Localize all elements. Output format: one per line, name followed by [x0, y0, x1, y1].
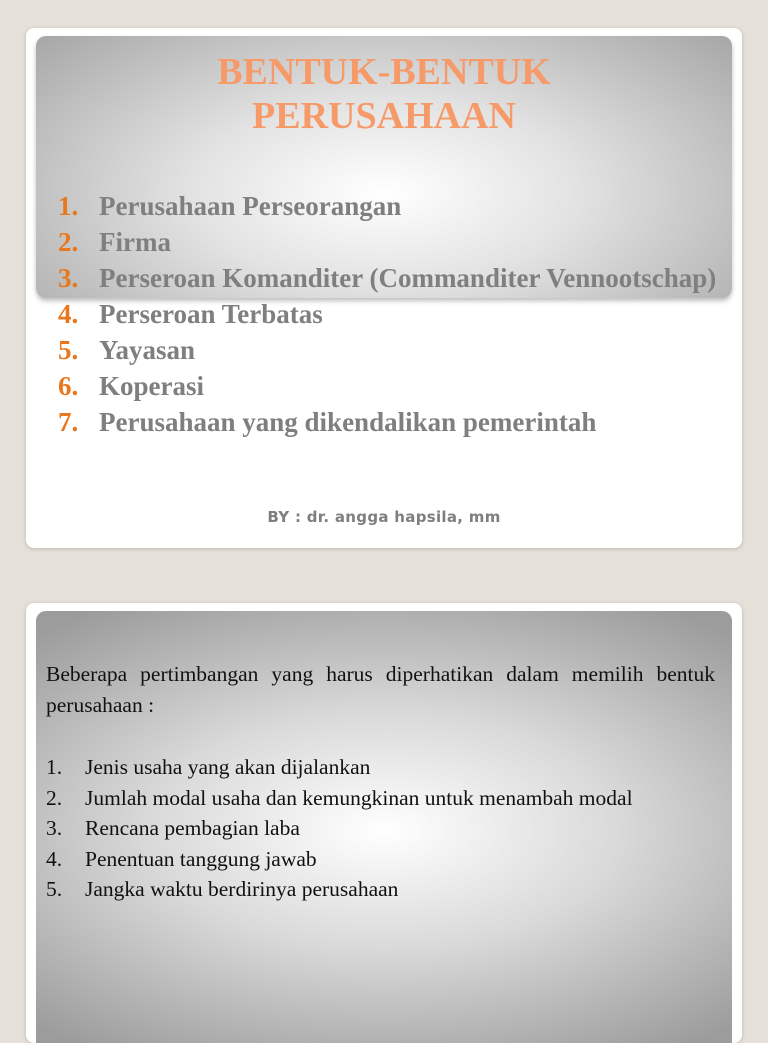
list-text: Penentuan tanggung jawab: [85, 846, 317, 871]
list-item: [46, 874, 715, 905]
list-number: 1.: [46, 755, 63, 779]
title-line: BENTUK-BENTUK: [217, 51, 551, 93]
list-number: 4.: [46, 846, 63, 871]
list-item: [46, 752, 715, 783]
list-number: 4.: [58, 299, 79, 329]
list-item: [46, 783, 715, 814]
slide-2: [26, 603, 742, 1043]
list-text: Perusahaan yang dikendalikan pemerintah: [99, 407, 597, 437]
list-item: [58, 188, 718, 224]
list-number: 7.: [58, 407, 79, 437]
list-item: [58, 260, 718, 296]
slide-title: [52, 50, 716, 138]
list-number: 2.: [46, 785, 63, 810]
list-text: Jenis usaha yang akan dijalankan: [85, 755, 371, 779]
list-item: [46, 813, 715, 844]
list-text: Perusahaan Perseorangan: [99, 191, 402, 221]
list-number: 5.: [46, 877, 63, 901]
list-number: 5.: [58, 335, 79, 365]
list-text: Rencana pembagian laba: [85, 816, 300, 840]
list-text: Koperasi: [99, 371, 204, 401]
list-text: Firma: [99, 227, 171, 257]
list-text: Perseroan Komanditer (Commanditer Vennootschap): [99, 263, 717, 293]
list-item: [58, 404, 718, 440]
list-text: Jangka waktu berdirinya perusahaan: [85, 877, 399, 901]
title-line: PERUSAHAAN: [252, 95, 516, 137]
list-number: 6.: [58, 371, 79, 401]
considerations-list: [46, 752, 715, 905]
list-number: 3.: [46, 816, 63, 840]
author-byline: BY : dr. angga hapsila, mm: [267, 508, 501, 526]
list-item: [58, 224, 718, 260]
list-number: 2.: [58, 227, 79, 257]
list-number: 1.: [58, 191, 79, 221]
list-item: [58, 368, 718, 404]
intro-text: Beberapa pertimbangan yang harus diperhatikan dalam memilih bentuk perusahaan :: [46, 662, 715, 717]
list-text: Yayasan: [99, 335, 196, 365]
list-item: [58, 296, 718, 332]
list-text: Perseroan Terbatas: [99, 299, 323, 329]
company-forms-list: [58, 188, 718, 440]
slide-1: [26, 28, 742, 548]
list-number: 3.: [58, 263, 79, 293]
list-text: Jumlah modal usaha dan kemungkinan untuk menambah modal: [85, 785, 633, 810]
list-item: [58, 332, 718, 368]
list-item: [46, 844, 715, 875]
